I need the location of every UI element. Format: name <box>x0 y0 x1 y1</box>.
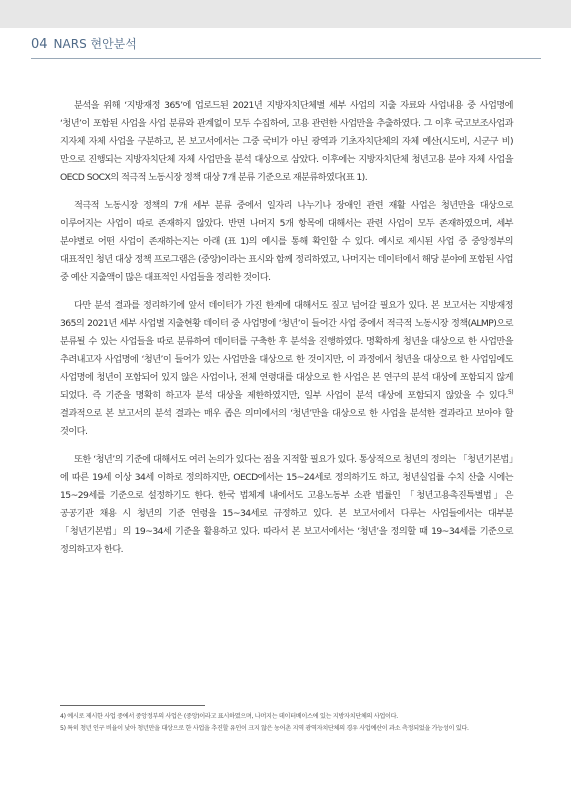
paragraph-2: 적극적 노동시장 정책의 7개 세부 분류 중에서 일자리 나누기나 장애인 관련 재활 사업은 청년만을 대상으로 이루어지는 사업이 따로 존재하지 않았다. 반면 나머지 5개 항목에 대해서는 관련 사업이 모두 존재하였으며, 세부 분야별로 어떤 사업이 존재하는지는 아래 (표 1)의 예시를 통해 확인할 수 있다. 예시로 제시된 사업 중 중앙정부의 대표적인 청년 대상 정책 프로그램은 (중앙)이라는 표시와 함께 정리하였고, 나머지는 데이터에서 해당 분야에 포함된 사업 중 예산 지출액이 많은 대표적인 사업들을 정리한 것이다. <box>60 200 513 283</box>
paragraph-1: 분석을 위해 ‘지방재정 365’에 업로드된 2021년 지방자치단체별 세부 사업의 지출 자료와 사업내용 중 사업명에 ‘청년’이 포함된 사업을 사업 분류와 관계없이 모두 수집하여, 고용 관련한 사업만을 추출하였다. 그 이후 국고보조사업과 지자체 자체 사업을 구분하고, 본 보고서에서는 그중 국비가 아닌 광역과 기초자치단체의 자체 예산(시도비, 시군구 비)만으로 진행되는 지방자치단체 자체 사업만을 분석 대상으로 삼았다. 이후에는 지방자치단체 청년고용 분야 자체 사업을 OECD SOCX의 적극적 노동시장 정책 대상 7개 분류 기준으로 재분류하였다(표 1). <box>60 100 513 183</box>
paragraph-3 <box>60 297 513 441</box>
footnote-ref-5[interactable]: 5) <box>507 388 513 396</box>
body-text <box>60 97 513 569</box>
footnote-4: 4) 예시로 제시한 사업 중에서 중앙정부의 사업은 (중앙)이라고 표시하였으며, 나머지는 데이터베이스에 있는 지방자치단체의 사업이다. <box>60 713 398 720</box>
top-band <box>0 0 571 28</box>
paragraph-4: 또한 ‘청년’의 기준에 대해서도 여러 논의가 있다는 점을 지적할 필요가 있다. 통상적으로 청년의 정의는 「청년기본법」에 따른 19세 이상 34세 이하로 정의하지만, OECD에서는 15~24세로 정의하기도 하고, 청년실업률 수치 산출 시에는 15~29세를 기준으로 설정하기도 한다. 한국 법체계 내에서도 고용노동부 소관 법률인 「청년고용촉진특별법」은 공공기관 채용 시 청년의 기준 연령을 15~34세로 규정하고 있다. 본 보고서에서 다루는 사업들에서는 대부분 「청년기본법」의 19~34세 기준을 활용하고 있다. 따라서 본 보고서에서는 ‘청년’을 정의할 때 19~34세를 기준으로 정의하고자 한다. <box>60 454 513 555</box>
header-divider <box>31 58 541 59</box>
running-header <box>31 35 137 53</box>
paragraph-3-text: 다만 분석 결과를 정리하기에 앞서 데이터가 가진 한계에 대해서도 짚고 넘어갈 필요가 있다. 본 보고서는 지방재정 365의 2021년 세부 사업별 지출현황 데이터 중 사업명에 ‘청년’이 들어간 사업 중에서 적극적 노동시장 정책(ALMP)으로 분류될 수 있는 사업들을 따로 분류하여 데이터를 구축한 후 분석을 진행하였다. 명확하게 청년을 대상으로 한 사업만을 추려내고자 사업명에 ‘청년’이 들어가 있는 사업만을 대상으로 한 것이지만, 이 과정에서 청년을 대상으로 한 사업임에도 사업명에 청년이 포함되어 있지 않은 사업이나, 전체 연령대를 대상으로 한 사업은 본 연구의 분석 대상에 포함되지 않게 되었다. 즉 기준을 명확히 하고자 분석 대상을 제한하였지만, 일부 사업이 분석 대상에 포함되지 않았을 수 있다. <box>60 300 513 401</box>
page-number: 04 <box>31 37 48 52</box>
footnotes <box>60 711 513 735</box>
footnote-divider <box>60 705 205 706</box>
footnote-5: 5) 특히 청년 인구 비율이 낮아 청년만을 대상으로 한 사업을 추진할 유인이 크지 않은 농어촌 지역 광역자치단체의 경우 사업예산이 과소 측정되었을 가능성이 있다. <box>60 725 469 732</box>
paragraph-3-continuation: 결과적으로 본 보고서의 분석 결과는 매우 좁은 의미에서의 ‘청년’만을 대상으로 한 사업을 분석한 결과라고 보아야 할 것이다. <box>60 408 513 437</box>
header-title: NARS 현안분석 <box>53 37 137 51</box>
